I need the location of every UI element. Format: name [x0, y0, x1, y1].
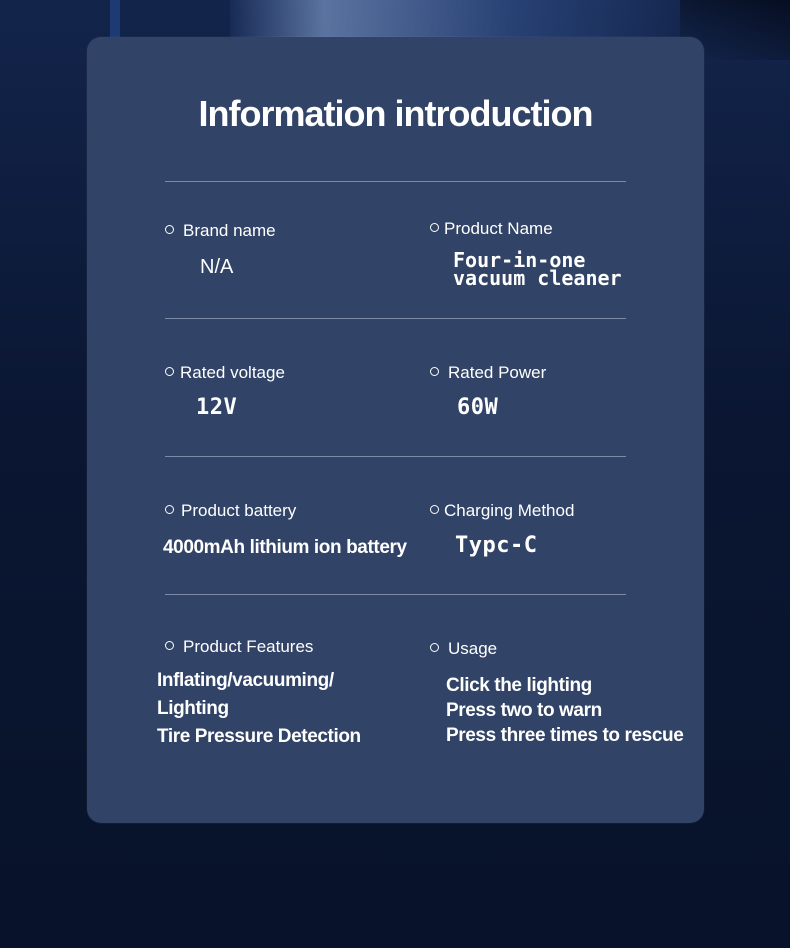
product-battery-value: 4000mAh lithium ion battery	[163, 537, 407, 558]
brand-name-value: N/A	[200, 256, 234, 278]
product-battery-label: Product battery	[165, 501, 296, 521]
bullet-circle-icon	[165, 505, 174, 514]
bullet-circle-icon	[165, 641, 174, 650]
product-features-label: Product Features	[165, 637, 313, 657]
list-item: Inflating/vacuuming/	[157, 670, 334, 691]
divider	[165, 318, 626, 319]
divider	[165, 456, 626, 457]
list-item: Click the lighting	[446, 675, 592, 696]
bullet-circle-icon	[430, 643, 439, 652]
bullet-circle-icon	[165, 225, 174, 234]
list-item: Press three times to rescue	[446, 725, 684, 746]
rated-voltage-value: 12V	[196, 395, 238, 420]
list-item: Lighting	[157, 698, 229, 719]
rated-power-value: 60W	[457, 395, 499, 420]
divider	[165, 181, 626, 182]
usage-label: Usage	[430, 639, 497, 659]
page-title: Information introduction	[198, 93, 593, 134]
rated-voltage-label: Rated voltage	[165, 363, 285, 383]
usage-list	[446, 673, 683, 748]
background-edge	[110, 0, 120, 40]
list-item: Press two to warn	[446, 700, 602, 721]
product-name-value: Four-in-one vacuum cleaner	[453, 248, 622, 290]
bullet-circle-icon	[430, 505, 439, 514]
rated-power-label: Rated Power	[430, 363, 546, 383]
bullet-circle-icon	[430, 223, 439, 232]
divider	[165, 594, 626, 595]
bullet-circle-icon	[165, 367, 174, 376]
list-item: Tire Pressure Detection	[157, 726, 361, 747]
info-card	[87, 37, 704, 823]
charging-method-value: Typc-C	[455, 533, 538, 558]
bullet-circle-icon	[430, 367, 439, 376]
product-name-label: Product Name	[430, 219, 553, 239]
product-features-list	[157, 667, 361, 751]
brand-name-label: Brand name	[165, 221, 276, 241]
charging-method-label: Charging Method	[430, 501, 574, 521]
